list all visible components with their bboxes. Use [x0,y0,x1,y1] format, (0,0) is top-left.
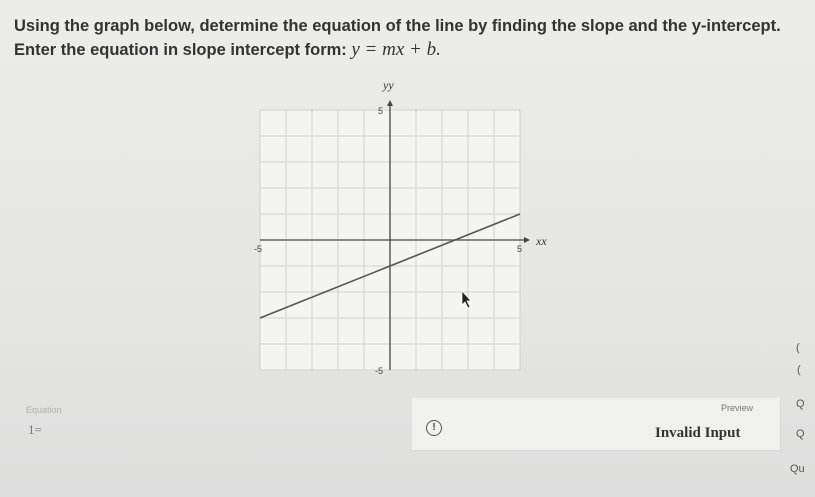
x-axis-label: xx [536,234,547,248]
tick-label-y-neg: -5 [375,366,384,376]
coordinate-graph [230,75,547,380]
preview-value: Invalid Input [655,425,741,441]
y-axis-label: yy [383,78,394,92]
info-icon[interactable]: ! [426,420,442,436]
side-fragment-5: Qu [790,463,805,475]
preview-label: Preview [721,403,754,413]
tick-label-x-pos: 5 [517,244,523,254]
equation-panel [8,398,406,452]
side-fragment-2: ( [797,364,801,376]
question-body: Using the graph below, determine the equation of the line by finding the slope and the y-intercept. Enter the equation in slope intercept form: [14,17,781,59]
question-text [14,14,804,62]
formula: y = mx + b. [351,39,441,60]
equation-input[interactable]: 1= [28,422,42,437]
tick-label-x-neg: -5 [254,244,263,254]
equation-label: Equation [26,405,62,415]
y-axis-arrow [387,100,393,106]
tick-label-y-pos: 5 [378,106,384,116]
x-axis-arrow [524,237,530,243]
side-fragment-1: ( [796,342,800,354]
side-fragment-4: Q [796,428,805,440]
side-fragment-3: Q [796,398,805,410]
